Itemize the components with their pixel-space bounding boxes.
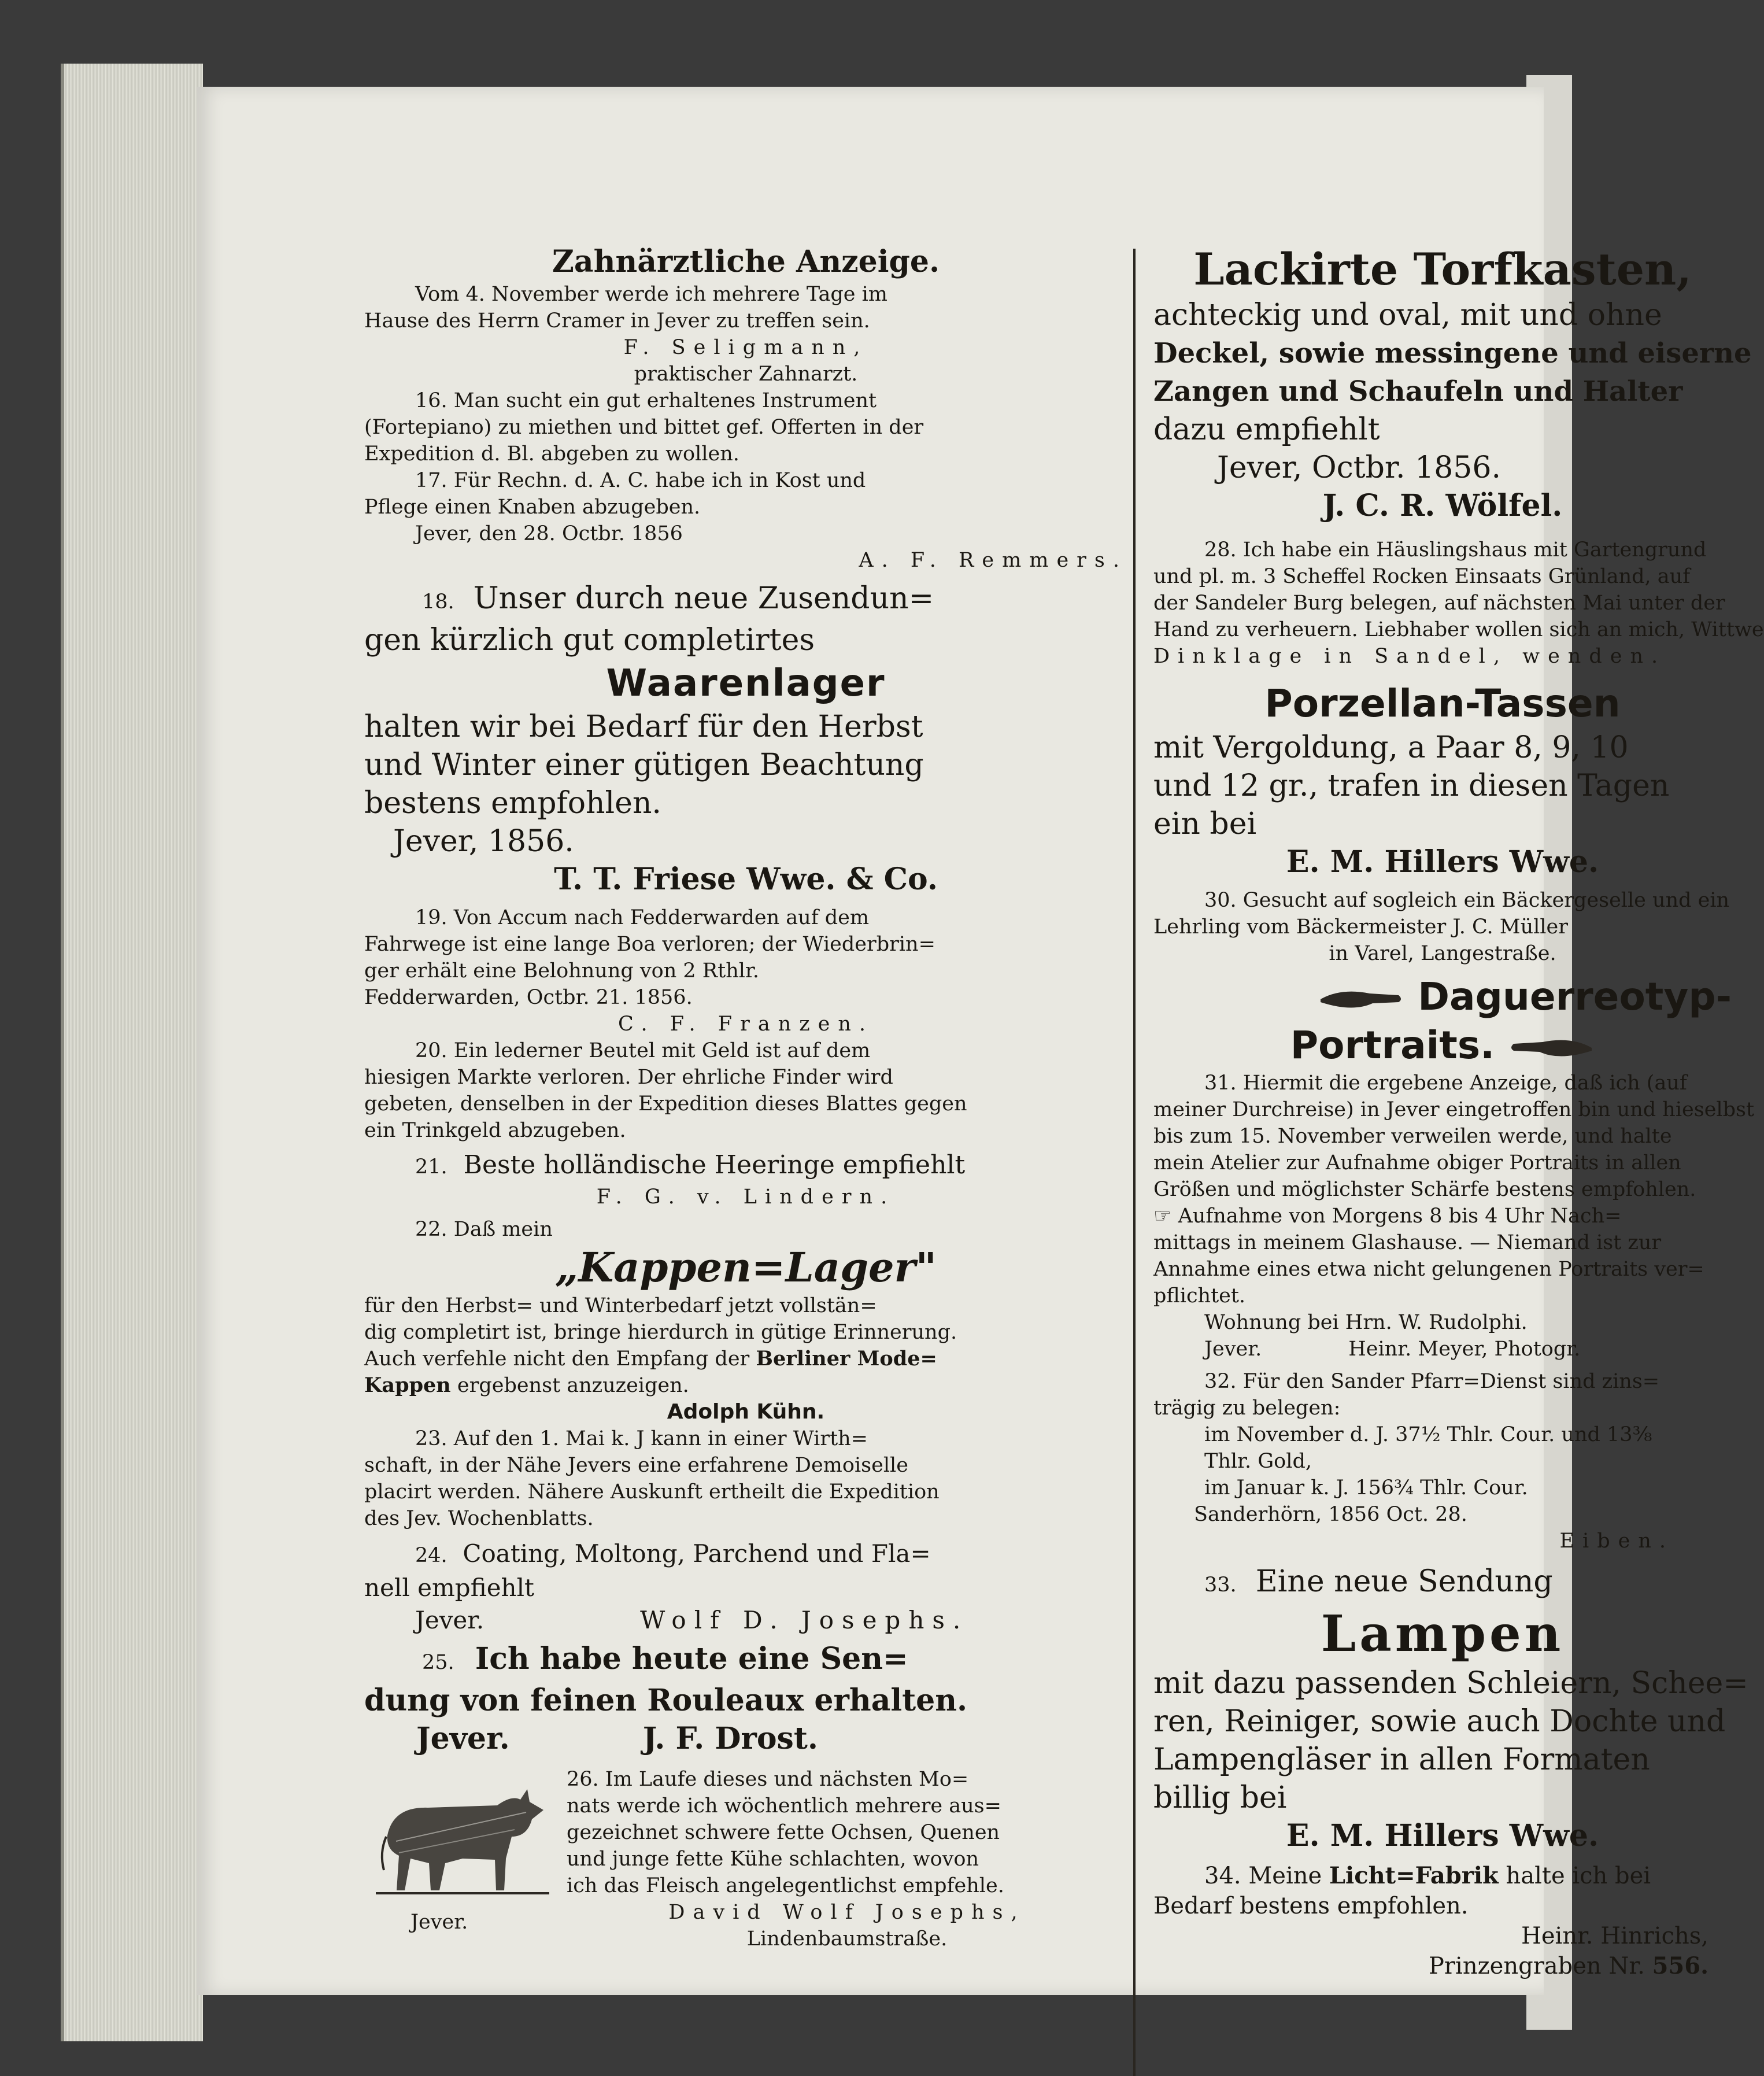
signature: Adolph Kühn. (667, 1400, 825, 1424)
text-line: achteckig und oval, mit und ohne (1153, 298, 1662, 333)
text-bold: Kappen (364, 1373, 451, 1397)
ad-28 (1153, 537, 1764, 670)
signature-title: praktischer Zahnarzt. (634, 363, 858, 386)
text-line: Jever, den 28. Octbr. 1856 (415, 522, 683, 545)
left-column (364, 243, 1127, 1957)
text-line: 31. Hiermit die ergebene Anzeige, daß ich (auf (1204, 1072, 1687, 1095)
headline: Lackirte Torfkasten, (1193, 243, 1692, 295)
text: Auch verfehle nicht den Empfang der (364, 1347, 756, 1371)
text-line: und 12 gr., trafen in diesen Tagen (1153, 769, 1670, 803)
text-bold: Berliner Mode= (756, 1347, 937, 1371)
text-line: Jever, 1856. (393, 824, 574, 859)
ad-number: 25. (422, 1651, 454, 1674)
text-bold: 556. (1652, 1952, 1708, 1979)
ad-33 (1153, 1562, 1748, 1855)
pointing-hand-icon (1508, 1033, 1595, 1062)
text-line: nell empfiehlt (364, 1573, 534, 1602)
ad-32 (1153, 1368, 1732, 1554)
text-line: ich das Fleisch angelegentlichst empfehle. (567, 1874, 1004, 1897)
text-line: und Winter einer gütigen Beachtung (364, 748, 924, 782)
text-line: 16. Man sucht ein gut erhaltenes Instrument (415, 389, 877, 412)
text-line: 23. Auf den 1. Mai k. J kann in einer Wirth= (415, 1427, 868, 1450)
text-line: der Sandeler Burg belegen, auf nächsten Mai unter der (1153, 592, 1725, 615)
text-line (364, 1538, 1127, 1572)
ad-26-text (567, 1766, 1127, 1952)
text-line: mit Vergoldung, a Paar 8, 9, 10 (1153, 730, 1629, 765)
text: Portraits. (1290, 1023, 1495, 1067)
signature: David Wolf Josephs, (668, 1901, 1026, 1924)
text-line (364, 1148, 1127, 1184)
text-line: 26. Im Laufe dieses und nächsten Mo= (567, 1768, 969, 1791)
right-column (1153, 243, 1764, 1981)
signature: Heinr. Hinrichs, (1521, 1923, 1708, 1949)
text: Jever. (415, 1606, 485, 1634)
ad-23 (364, 1425, 1127, 1532)
signature: J. F. Drost. (642, 1721, 818, 1756)
ad-20 (364, 1037, 1127, 1144)
text-line: ☞ Aufnahme von Morgens 8 bis 4 Uhr Nach= (1153, 1205, 1622, 1228)
text-line: Jever, Octbr. 1856. (1217, 450, 1501, 485)
text-bold: Licht=Fabrik (1329, 1862, 1499, 1889)
text-line: bis zum 15. November verweilen werde, und halte (1153, 1125, 1672, 1148)
signature: T. T. Friese Wwe. & Co. (554, 862, 938, 897)
text-line: Fahrwege ist eine lange Boa verloren; der Wiederbrin= (364, 933, 935, 956)
text-line (1153, 1861, 1732, 1891)
heading: Zahnärztliche Anzeige. (552, 244, 940, 279)
text-line: 28. Ich habe ein Häuslingshaus mit Gartengrund (1204, 538, 1707, 562)
ad-29 (1153, 679, 1732, 881)
text-line: im Januar k. J. 156¾ Thlr. Cour. (1204, 1476, 1528, 1499)
text-line: Deckel, sowie messingene und eiserne (1153, 337, 1752, 370)
text-line: halten wir bei Bedarf für den Herbst (364, 710, 923, 744)
text-line: mittags in meinem Glashause. — Niemand ist zur (1153, 1231, 1662, 1254)
ad-31 (1153, 973, 1755, 1362)
text: Ich habe heute eine Sen= (475, 1641, 908, 1676)
text-line: Lampengläser in allen Formaten (1153, 1742, 1650, 1777)
newspaper-page (197, 87, 1764, 1995)
headline: Waarenlager (606, 662, 886, 705)
text-line: gezeichnet schwere fette Ochsen, Quenen (567, 1821, 1000, 1844)
signature: J. C. R. Wölfel. (1322, 488, 1563, 523)
column-divider (1133, 249, 1136, 2076)
signature: A. F. Remmers. (859, 549, 1127, 572)
text-line: dung von feinen Rouleaux erhalten. (364, 1683, 968, 1718)
text-line: ren, Reiniger, sowie auch Dochte und (1153, 1704, 1726, 1739)
text-line: 17. Für Rechn. d. A. C. habe ich in Kost und (415, 469, 866, 492)
text-line: Wohnung bei Hrn. W. Rudolphi. (1204, 1311, 1528, 1334)
ad-25 (364, 1640, 1127, 1758)
text: Unser durch neue Zusendun= (473, 581, 934, 616)
text-line: Annahme eines etwa nicht gelungenen Portraits ver= (1153, 1258, 1704, 1281)
signature: E. M. Hillers Wwe. (1286, 1818, 1599, 1853)
text-line: hiesigen Markte verloren. Der ehrliche Finder wird (364, 1066, 893, 1089)
ad-number: 18. (422, 590, 454, 614)
ad-26 (364, 1766, 1127, 1957)
text-line: und junge fette Kühe schlachten, wovon (567, 1848, 979, 1871)
text-line: Bedarf bestens empfohlen. (1153, 1893, 1469, 1919)
text-line (364, 579, 1127, 621)
text-line: 22. Daß mein (415, 1218, 553, 1241)
text-line: (Fortepiano) zu miethen und bittet gef. Offerten in der (364, 416, 924, 439)
signature: F. Seligmann, (623, 336, 868, 359)
signature: C. F. Franzen. (617, 1013, 874, 1036)
text: Beste holländische Heeringe empfiehlt (463, 1150, 966, 1180)
headline: Lampen (1321, 1605, 1565, 1663)
signature: F. G. v. Lindern. (596, 1185, 896, 1209)
ad-number: 33. (1204, 1573, 1237, 1597)
text-line: pflichtet. (1153, 1284, 1246, 1307)
text-line: Größen und möglichster Schärfe bestens empfohlen. (1153, 1178, 1696, 1201)
headline (1153, 1021, 1732, 1070)
text-line: Lindenbaumstraße. (746, 1927, 948, 1951)
text: halte ich bei (1498, 1863, 1651, 1889)
ad-17 (364, 467, 1127, 574)
book-page-edges (61, 64, 203, 2041)
text-line: Thlr. Gold, (1204, 1450, 1312, 1473)
text-line: Expedition d. Bl. abgeben zu wollen. (364, 442, 739, 466)
text: Jever. (416, 1721, 510, 1756)
text-line (364, 1604, 1127, 1637)
text-line: ein Trinkgeld abzugeben. (364, 1119, 626, 1142)
text: 34. Meine (1204, 1863, 1329, 1889)
text-line: Hause des Herrn Cramer in Jever zu treffen sein. (364, 309, 870, 333)
text-line: schaft, in der Nähe Jevers eine erfahrene Demoiselle (364, 1454, 908, 1477)
text: Jever. (1204, 1338, 1262, 1361)
text-line: bestens empfohlen. (364, 786, 661, 821)
text-line: für den Herbst= und Winterbedarf jetzt vollstän= (364, 1294, 877, 1317)
text-line: ein bei (1153, 807, 1257, 841)
text-line (364, 1372, 1127, 1399)
ad-27 (1153, 243, 1752, 525)
signature: Heinr. Meyer, Photogr. (1348, 1338, 1581, 1361)
text-line: 19. Von Accum nach Fedderwarden auf dem (415, 906, 870, 929)
ad-34 (1153, 1861, 1732, 1981)
text-line: Vom 4. November werde ich mehrere Tage im (415, 283, 887, 306)
text: Daguerreotyp- (1418, 974, 1732, 1019)
ad-19 (364, 904, 1127, 1037)
text-line (364, 1640, 1127, 1682)
text-line: meiner Durchreise) in Jever eingetroffen bin und hieselbst (1153, 1098, 1755, 1121)
ad-21 (364, 1148, 1127, 1210)
ad-number: 24. (415, 1544, 448, 1567)
address (1153, 1951, 1732, 1981)
text-line (1153, 1562, 1732, 1604)
text-line: Lehrling vom Bäckermeister J. C. Müller (1153, 915, 1568, 939)
text-line: des Jev. Wochenblatts. (364, 1507, 594, 1530)
text-line: dig completirt ist, bringe hierdurch in gütige Erinnerung. (364, 1321, 957, 1344)
ad-24 (364, 1538, 1127, 1637)
text-line: 20. Ein lederner Beutel mit Geld ist auf dem (415, 1039, 871, 1062)
pointing-hand-icon (1318, 985, 1404, 1014)
text-line: gebeten, denselben in der Expedition dieses Blattes gegen (364, 1092, 967, 1115)
text-line: nats werde ich wöchentlich mehrere aus= (567, 1794, 1001, 1818)
text-line: billig bei (1153, 1781, 1287, 1815)
ad-18 (364, 579, 1127, 899)
ox-illustration (376, 1772, 549, 1905)
signature: Eiben. (1559, 1530, 1674, 1553)
text-line: Fedderwarden, Octbr. 21. 1856. (364, 986, 693, 1009)
text-line: Pflege einen Knaben abzugeben. (364, 496, 701, 519)
text: ergebenst anzuzeigen. (450, 1374, 689, 1397)
text-line: im November d. J. 37½ Thlr. Cour. und 13⅜ (1204, 1423, 1652, 1446)
text: Eine neue Sendung (1255, 1564, 1553, 1599)
headline: „Kappen=Lager" (555, 1243, 937, 1291)
headline: Porzellan-Tassen (1264, 681, 1621, 726)
text-line: 30. Gesucht auf sogleich ein Bäckergeselle und ein (1204, 889, 1730, 912)
signature: E. M. Hillers Wwe. (1286, 844, 1599, 880)
text-line: mein Atelier zur Aufnahme obiger Portraits in allen (1153, 1151, 1681, 1174)
text-line: trägig zu belegen: (1153, 1397, 1341, 1420)
text-line (1153, 1336, 1732, 1362)
ad-zahnarzt (364, 243, 1127, 387)
text-line: gen kürzlich gut completirtes (364, 623, 815, 657)
text-line: mit dazu passenden Schleiern, Schee= (1153, 1666, 1748, 1701)
text-line: 32. Für den Sander Pfarr=Dienst sind zins= (1204, 1370, 1660, 1393)
ad-16 (364, 387, 1127, 467)
text: Coating, Moltong, Parchend und Fla= (463, 1539, 931, 1568)
text-line: dazu empfiehlt (1153, 412, 1380, 447)
text-line (364, 1346, 1127, 1372)
text-line: Dinklage in Sandel, wenden. (1153, 645, 1666, 668)
text-line: Zangen und Schaufeln und Halter (1153, 375, 1683, 408)
text-line (364, 1720, 1127, 1758)
ad-number: 21. (415, 1155, 448, 1179)
text: Prinzengraben Nr. (1428, 1953, 1652, 1979)
signature: Wolf D. Josephs. (640, 1606, 969, 1634)
text-line: und pl. m. 3 Scheffel Rocken Einsaats Grünland, auf (1153, 565, 1691, 588)
ad-30 (1153, 887, 1732, 967)
text-line: Hand zu verheuern. Liebhaber wollen sich an mich, Wittwe (1153, 618, 1764, 641)
text-line: in Varel, Langestraße. (1329, 942, 1556, 965)
text-line: placirt werden. Nähere Auskunft ertheilt die Expedition (364, 1480, 940, 1504)
headline (1153, 973, 1732, 1021)
ad-22 (364, 1216, 1127, 1425)
place-label: Jever. (411, 1911, 468, 1934)
text-line: Sanderhörn, 1856 Oct. 28. (1194, 1503, 1467, 1526)
text-line: ger erhält eine Belohnung von 2 Rthlr. (364, 959, 759, 982)
